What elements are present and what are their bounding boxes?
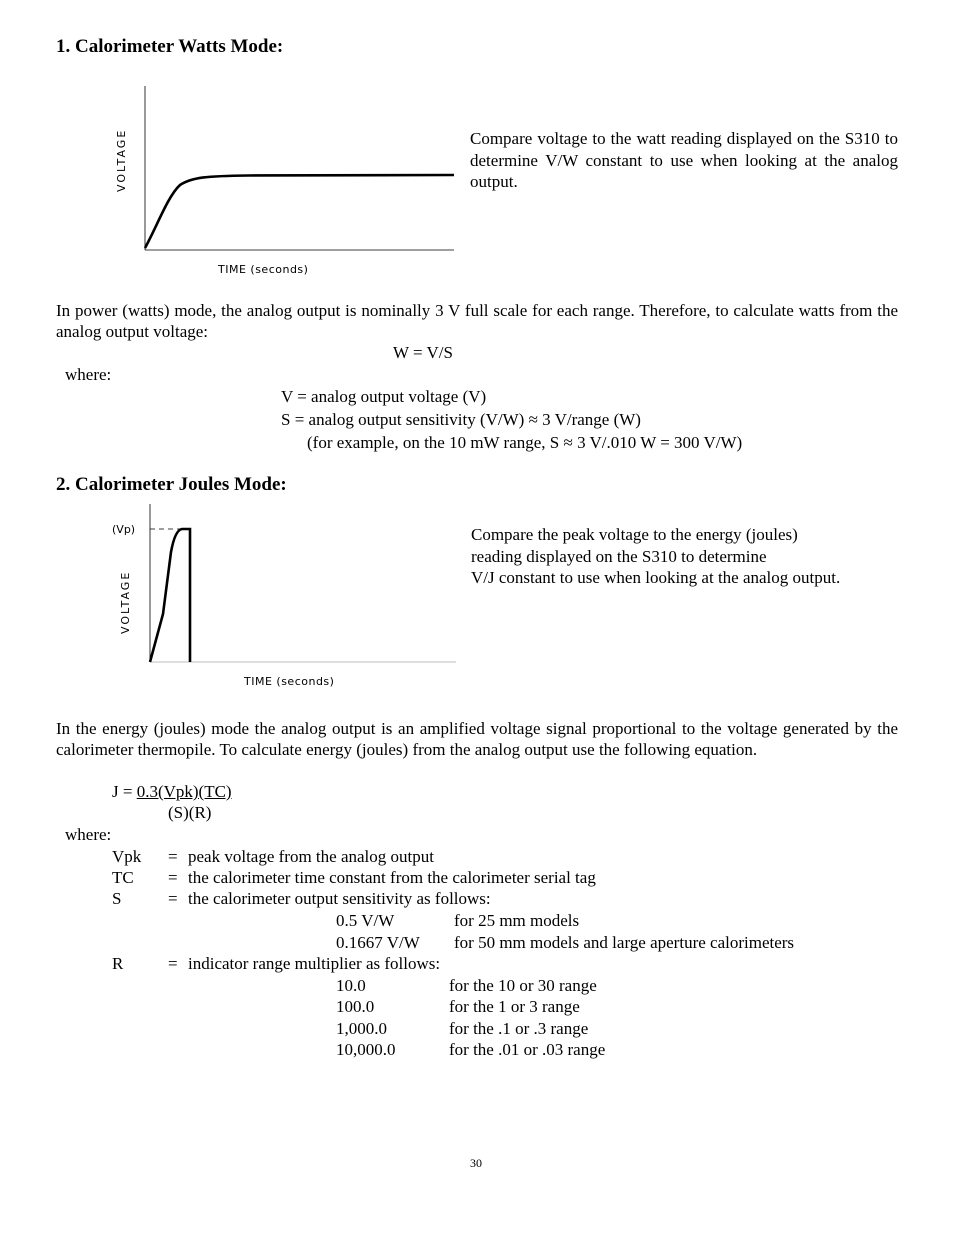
def-sym: R [112, 954, 124, 973]
range-value: 1,000.0 [336, 1019, 387, 1038]
def-eq: = [168, 889, 178, 908]
def-sym: TC [112, 868, 134, 887]
sensitivity-desc: for 25 mm models [454, 911, 580, 930]
range-desc: for the 1 or 3 range [449, 997, 580, 1016]
range-desc: for the .01 or .03 range [449, 1040, 606, 1059]
graph1-y-label: VOLTAGE [115, 128, 128, 192]
graph2-peak-label: (Vp) [112, 523, 136, 536]
def-s: S = analog output sensitivity (V/W) ≈ 3 V/range (W) [281, 410, 641, 429]
def-text: the calorimeter output sensitivity as follows: [188, 889, 491, 908]
range-value: 100.0 [336, 997, 375, 1016]
def-example: (for example, on the 10 mW range, S ≈ 3 V/.010 W = 300 V/W) [307, 433, 743, 452]
section2-where: where: [65, 825, 112, 844]
def-eq: = [168, 954, 178, 973]
def-sym: S [112, 889, 122, 908]
joules-mode-graph [108, 504, 460, 694]
joules-equation [112, 782, 232, 802]
section1-where: where: [65, 365, 112, 384]
graph2-y-label: VOLTAGE [119, 570, 132, 634]
watts-mode-graph [108, 84, 460, 284]
graph2-x-label: TIME (seconds) [244, 675, 335, 688]
graph2-pulse-curve [150, 529, 190, 662]
sensitivity-desc: for 50 mm models and large aperture calorimeters [454, 933, 795, 952]
def-eq: = [168, 868, 178, 887]
sensitivity-value: 0.1667 V/W [336, 933, 420, 952]
section2-paragraph: In the energy (joules) mode the analog output is an amplified voltage signal proportional to the voltage generated by the calorimeter thermopile. To calculate energy (joules) from the analog output use the following equation. [56, 719, 898, 759]
section2-side-text [471, 524, 840, 589]
section1-paragraph: In power (watts) mode, the analog output is nominally 3 V full scale for each range. Therefore, to calculate watts from the analog output voltage: [56, 301, 898, 341]
sensitivity-value: 0.5 V/W [336, 911, 395, 930]
range-desc: for the .1 or .3 range [449, 1019, 589, 1038]
range-value: 10.0 [336, 976, 366, 995]
range-desc: for the 10 or 30 range [449, 976, 597, 995]
equation-numerator: 0.3(Vpk)(TC) [136, 782, 232, 801]
range-value: 10,000.0 [336, 1040, 396, 1059]
equation-prefix: J = [112, 782, 137, 801]
def-sym: Vpk [112, 847, 142, 866]
graph1-x-label: TIME (seconds) [218, 263, 309, 276]
graph1-curve [145, 175, 454, 248]
page-number: 30 [470, 1156, 482, 1170]
section1-heading: 1. Calorimeter Watts Mode: [56, 36, 284, 57]
def-v: V = analog output voltage (V) [281, 387, 487, 406]
side-line: reading displayed on the S310 to determine [471, 546, 767, 566]
side-line: V/J constant to use when looking at the analog output. [471, 568, 841, 587]
def-text: peak voltage from the analog output [188, 847, 434, 866]
watts-equation: W = V/S [393, 343, 453, 362]
def-text: indicator range multiplier as follows: [188, 954, 441, 973]
equation-denominator: (S)(R) [168, 803, 212, 822]
section2-heading: 2. Calorimeter Joules Mode: [56, 474, 287, 495]
side-line: Compare the peak voltage to the energy (joules) [471, 525, 798, 544]
section1-side-text: Compare voltage to the watt reading displayed on the S310 to determine V/W constant to use when looking at the analog output. [470, 129, 898, 191]
def-text: the calorimeter time constant from the calorimeter serial tag [188, 868, 596, 887]
def-eq: = [168, 847, 178, 866]
